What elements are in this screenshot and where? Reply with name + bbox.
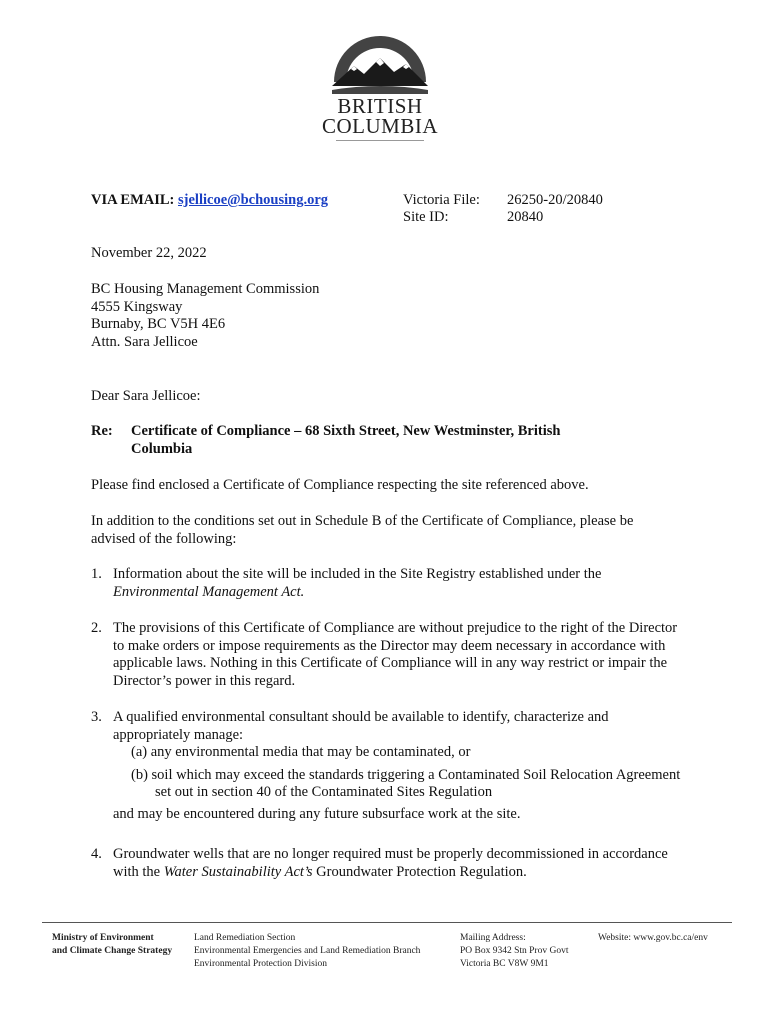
address-line-4: Attn. Sara Jellicoe xyxy=(91,334,198,350)
email-link[interactable]: sjellicoe@bchousing.org xyxy=(178,192,329,208)
logo-word-columbia: COLUMBIA xyxy=(321,114,438,138)
re-subject-line-1: Certificate of Compliance – 68 Sixth Street, New Westminster, British xyxy=(131,423,561,439)
footer-branch-line-1: Land Remediation Section xyxy=(194,933,296,943)
via-email-label: VIA EMAIL: xyxy=(91,192,175,208)
footer-divider xyxy=(42,922,732,923)
item-1-number: 1. xyxy=(91,566,102,582)
via-email-line xyxy=(91,191,328,209)
footer-mail-line-3: Victoria BC V8W 9M1 xyxy=(460,959,549,969)
item-1-line-1: Information about the site will be included in the Site Registry established under the xyxy=(113,566,602,582)
logo-word-british: BRITISH xyxy=(337,94,423,118)
sun-mountains-icon xyxy=(318,30,442,94)
address-line-3: Burnaby, BC V5H 4E6 xyxy=(91,316,226,332)
item-4-number: 4. xyxy=(91,846,102,862)
item-2-line-4: Director’s power in this regard. xyxy=(113,673,296,689)
letter-date: November 22, 2022 xyxy=(91,245,207,261)
footer-website: Website: www.gov.bc.ca/env xyxy=(598,933,708,943)
re-subject-line-2: Columbia xyxy=(131,441,193,457)
item-2-line-2: to make orders or impose requirements as the Director may deem necessary in accordance with xyxy=(113,638,666,654)
item-4-line-2-pre: with the xyxy=(113,864,164,880)
victoria-file-label: Victoria File: xyxy=(403,192,480,208)
item-2-line-1: The provisions of this Certificate of Compliance are without prejudice to the right of the Director xyxy=(113,620,678,636)
item-1-line-2: Environmental Management Act. xyxy=(113,584,305,600)
victoria-file-value: 26250-20/20840 xyxy=(507,192,603,208)
logo-divider xyxy=(336,140,424,141)
salutation: Dear Sara Jellicoe: xyxy=(91,388,201,404)
footer-ministry-line-1: Ministry of Environment xyxy=(52,933,154,943)
item-3-tail: and may be encountered during any future subsurface work at the site. xyxy=(113,806,521,822)
site-id-label: Site ID: xyxy=(403,209,449,225)
footer-ministry-line-2: and Climate Change Strategy xyxy=(52,946,173,956)
item-3-line-2: appropriately manage: xyxy=(113,727,244,743)
address-line-2: 4555 Kingsway xyxy=(91,299,183,315)
item-4-line-2-post: Groundwater Protection Regulation. xyxy=(312,864,527,880)
paragraph-1: Please find enclosed a Certificate of Compliance respecting the site referenced above. xyxy=(91,477,589,493)
footer-branch-line-3: Environmental Protection Division xyxy=(194,959,327,969)
footer-branch-line-2: Environmental Emergencies and Land Remediation Branch xyxy=(194,946,421,956)
address-line-1: BC Housing Management Commission xyxy=(91,281,320,297)
site-id-value: 20840 xyxy=(507,209,544,225)
bc-logo xyxy=(318,30,442,142)
item-3-sub-b-line-1: (b) soil which may exceed the standards triggering a Contaminated Soil Relocation Agreement xyxy=(131,767,681,783)
paragraph-2-line-2: advised of the following: xyxy=(91,531,237,547)
item-2-number: 2. xyxy=(91,620,102,636)
item-2-line-3: applicable laws. Nothing in this Certificate of Compliance will in any way restrict or impair the xyxy=(113,655,668,671)
item-4-act-name: Water Sustainability Act’s xyxy=(163,864,313,880)
paragraph-2-line-1: In addition to the conditions set out in Schedule B of the Certificate of Compliance, please be xyxy=(91,513,634,529)
item-4-line-1: Groundwater wells that are no longer required must be properly decommissioned in accordance xyxy=(113,846,668,862)
footer-mail-line-2: PO Box 9342 Stn Prov Govt xyxy=(460,946,569,956)
item-3-sub-a: (a) any environmental media that may be contaminated, or xyxy=(131,744,471,760)
footer-mail-line-1: Mailing Address: xyxy=(460,933,526,943)
item-3-line-1: A qualified environmental consultant should be available to identify, characterize and xyxy=(113,709,609,725)
item-4-line-2 xyxy=(113,863,527,881)
item-3-sub-b-line-2: set out in section 40 of the Contaminated Sites Regulation xyxy=(155,784,493,800)
re-label: Re: xyxy=(91,423,113,439)
item-3-number: 3. xyxy=(91,709,102,725)
